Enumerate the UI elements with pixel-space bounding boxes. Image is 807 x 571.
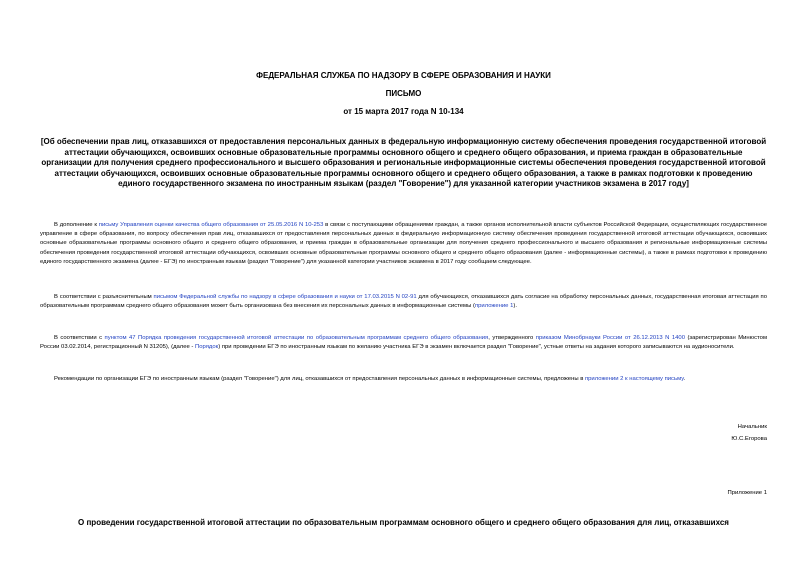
paragraph-2 xyxy=(40,293,767,311)
paragraph-text: ). xyxy=(513,303,517,310)
paragraph-text: . xyxy=(683,376,686,382)
paragraph-3 xyxy=(40,334,767,352)
procedure-link[interactable]: Порядок xyxy=(195,344,219,351)
ministry-order-link[interactable]: приказом Минобрнауки России от 26.12.2013 N 1400 xyxy=(535,335,685,341)
paragraph-text: Рекомендации по организации ЕГЭ по иностранным языкам (раздел "Говорение") для лиц, отказавшихся от предоставления персональных данных в информационные системы, предложены в xyxy=(54,376,585,382)
appendix-title: О проведении государственной итоговой аттестации по образовательным программам основного общего и среднего общего образования для лиц, отказавшихся xyxy=(78,518,729,527)
document-subject: [Об обеспечении прав лиц, отказавшихся от предоставления персональных данных в федеральную информационную систему обеспечения проведения государственной итоговой аттестации обучающихся, освоивших основные образовательные программы основного общего и среднего общего образования, и приема граждан в образовательные организации для получения среднего профессионального и высшего образования и региональные информационные системы обеспечения проведения государственной итоговой аттестации обучающихся, освоивших основные образовательные программы основного общего и среднего общего образования, а также в рамках подготовки к проведению единого государственного экзамена по иностранным языкам (раздел "Говорение") для указанной категории участников экзамена в 2017 году] xyxy=(40,137,767,189)
paragraph-text: для обучающихся, отказавшихся дать согласие на обработку персональных данных, государственная итоговая аттестация по образовательным программам среднего общего образования может быть организована без внесения их персональных данных в информационные системы ( xyxy=(40,294,768,310)
rosobrnadzor-letter-link[interactable]: письмом Федеральной службы по надзору в сфере образования и науки от 17.03.2015 N 02-91 xyxy=(153,294,417,300)
appendix-1-link[interactable]: приложение 1 xyxy=(474,303,514,310)
paragraph-text: (зарегистрирован Минюстом России 03.02.2014, регистрационный N 31205), (далее - xyxy=(40,335,767,351)
appendix-2-link[interactable]: приложении 2 к настоящему письму xyxy=(584,376,684,382)
signatory-position: Начальник xyxy=(737,424,767,430)
paragraph-text: В соответствии с xyxy=(54,335,105,341)
letter-link[interactable]: письму Управления оценки качества общего образования от 25.05.2016 N 10-253 xyxy=(98,222,324,228)
paragraph-text: в связи с поступающими обращениями граждан, а также органов исполнительной власти субъектов Российской Федерации, осуществляющих государственное управление в сфере образования, по вопросу обеспечения прав лиц, отказавшихся от предоставления персональных данных в федеральную информационную систему обеспечения проведения государственной итоговой аттестации обучающихся, освоивших основные образовательные программы основного общего и среднего общего образования, и приема граждан в образовательные организации для получения среднего профессионального и высшего образования и региональные информационные системы обеспечения проведения государственной итоговой аттестации обучающихся, освоивших основные образовательные программы основного общего и среднего общего образования (далее - информационные системы), а также в рамках подготовки к проведению единого государственного экзамена (далее - ЕГЭ) по иностранным языкам (раздел "Говорение") для указанной категории участников экзамена в 2017 году сообщаем следующее. xyxy=(40,222,767,265)
paragraph-text: , утвержденного xyxy=(488,335,536,341)
document-type: ПИСЬМО xyxy=(385,89,422,98)
appendix-label: Приложение 1 xyxy=(727,490,767,496)
paragraph-text: В соответствии с разъяснительным xyxy=(54,294,154,300)
document-date-number: от 15 марта 2017 года N 10-134 xyxy=(343,107,464,116)
signatory-name: Ю.С.Егорова xyxy=(731,436,767,442)
paragraph-text: ) при проведении ЕГЭ по иностранным языкам по желанию участника ЕГЭ в экзамен включается раздел "Говорение", устные ответы на задания которого записываются на аудионосители. xyxy=(218,344,735,351)
paragraph-4 xyxy=(40,375,767,384)
paragraph-text: В дополнение к xyxy=(54,222,99,228)
agency-title: ФЕДЕРАЛЬНАЯ СЛУЖБА ПО НАДЗОРУ В СФЕРЕ ОБРАЗОВАНИЯ И НАУКИ xyxy=(256,71,551,80)
paragraph-1 xyxy=(40,221,767,267)
procedure-point-47-link[interactable]: пунктом 47 Порядка проведения государственной итоговой аттестации по образовательным программам среднего общего образования xyxy=(104,335,489,341)
